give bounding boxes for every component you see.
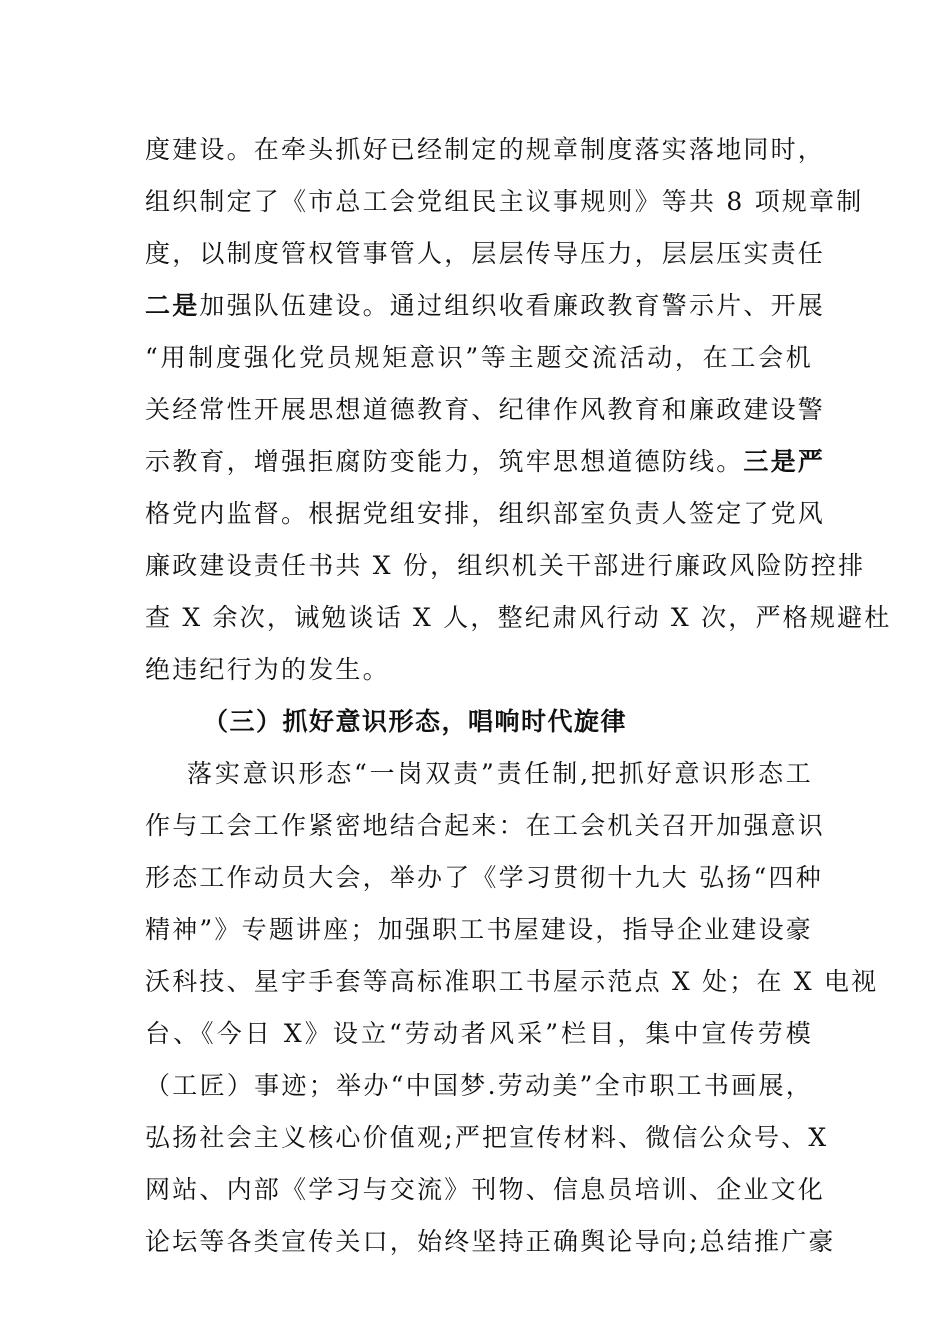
text-line: 格党内监督。根据党组安排，组织部室负责人签定了党风 <box>145 499 826 528</box>
text-line: 落实意识形态“一岗双责”责任制,把抓好意识形态工 <box>187 759 813 788</box>
text-line <box>145 436 826 488</box>
bold-marker: 二是 <box>145 291 200 320</box>
text-line: 台、《今日 X》设立“劳动者风采”栏目，集中宣传劳模 <box>145 1019 813 1048</box>
text-line: 度建设。在牵头抓好已经制定的规章制度落实落地同时， <box>145 135 826 164</box>
text-line: 组织制定了《市总工会党组民主议事规则》等共 8 项规章制 <box>145 187 864 216</box>
text-line: 查 X 余次，诫勉谈话 X 人，整纪肃风行动 X 次，严格规避杜 <box>145 603 892 632</box>
text-line: 沃科技、星宇手套等高标准职工书屋示范点 X 处；在 X 电视 <box>145 967 879 996</box>
text-line: 形态工作动员大会，举办了《学习贯彻十九大 弘扬“四种 <box>145 863 823 892</box>
text-line: “用制度强化党员规矩意识”等主题交流活动，在工会机 <box>145 343 813 372</box>
text-segment: 加强队伍建设。通过组织收看廉政教育警示片、开展 <box>199 291 826 320</box>
text-segment: 示教育，增强拒腐防变能力，筑牢思想道德防线。 <box>145 447 744 476</box>
text-line: 精神”》专题讲座；加强职工书屋建设，指导企业建设豪 <box>145 915 813 944</box>
text-line: 绝违纪行为的发生。 <box>145 655 390 684</box>
document-body <box>145 124 892 1268</box>
text-line: 度，以制度管权管事管人，层层传导压力，层层压实责任 <box>145 239 826 268</box>
text-line: 弘扬社会主义核心价值观;严把宣传材料、微信公众号、X <box>145 1123 829 1152</box>
text-line <box>145 280 826 332</box>
text-line: 网站、内部《学习与交流》刊物、信息员培训、企业文化 <box>145 1175 826 1204</box>
text-line: （工匠）事迹；举办“中国梦.劳动美”全市职工书画展， <box>145 1071 813 1100</box>
text-line: 论坛等各类宣传关口，始终坚持正确舆论导向;总结推广豪 <box>145 1227 836 1256</box>
text-line: 作与工会工作紧密地结合起来：在工会机关召开加强意识 <box>145 811 826 840</box>
text-line: 关经常性开展思想道德教育、纪律作风教育和廉政建设警 <box>145 395 826 424</box>
text-line: 廉政建设责任书共 X 份，组织机关干部进行廉政风险防控排 <box>145 551 866 580</box>
bold-marker: 三是严 <box>743 447 826 476</box>
section-heading: （三）抓好意识形态，唱响时代旋律 <box>203 707 628 736</box>
